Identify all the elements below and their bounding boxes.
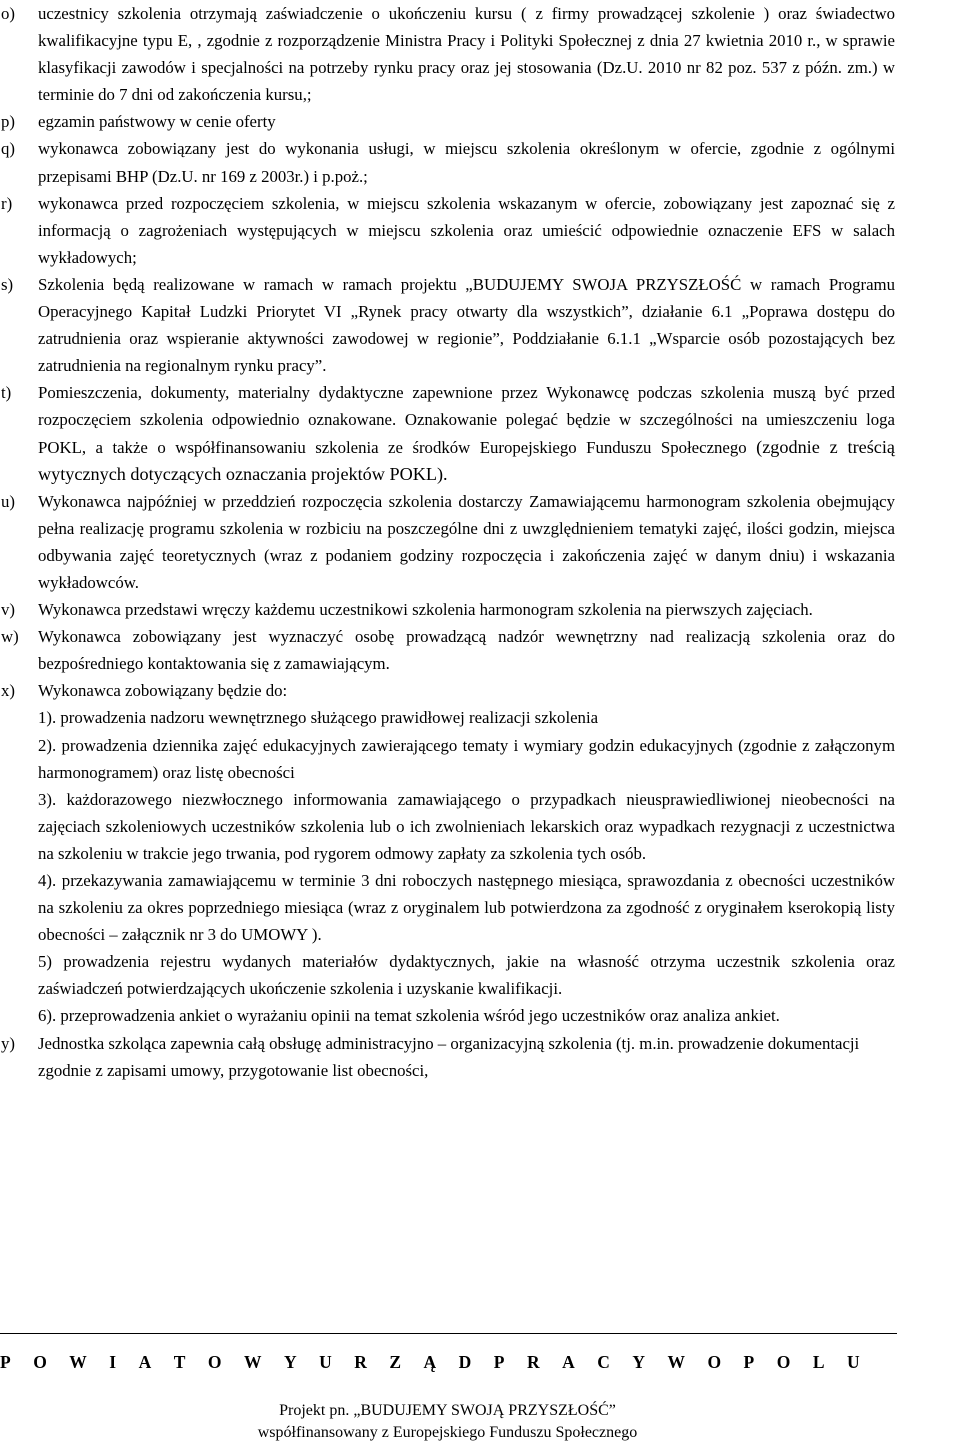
- sub-item: 1). prowadzenia nadzoru wewnętrznego służącego prawidłowej realizacji szkolenia: [38, 708, 599, 728]
- list-item-s: [0, 271, 895, 379]
- office-letter: W: [69, 1352, 87, 1372]
- item-body: [38, 677, 895, 1029]
- list-item-q: [0, 135, 895, 189]
- item-marker: s): [1, 274, 14, 294]
- list-item-x: [0, 677, 895, 1029]
- item-text-guidelines: (zgodnie z treścią wytycznych dotyczących oznaczania projektów POKL).: [38, 436, 895, 484]
- item-marker: v): [1, 600, 15, 620]
- item-text: Pomieszczenia, dokumenty, materialny dydaktyczne zapewnione przez Wykonawcę podczas szkolenia muszą być przed rozpoczęciem szkolenia odpowiednio oznakowane. Oznakowanie polegać będzie w szczególności na umieszczeniu loga POKL, a także o współfinansowaniu szkolenia ze środków Europejskiego Funduszu Społecznego: [38, 383, 895, 457]
- office-letter: C: [597, 1352, 610, 1372]
- office-name-spaced: [0, 1349, 860, 1375]
- office-letter: P: [743, 1352, 755, 1372]
- office-letter: P: [0, 1352, 11, 1372]
- funding-line: współfinansowany z Europejskiego Funduszu Społecznego: [257, 1424, 638, 1441]
- item-text: wykonawca przed rozpoczęciem szkolenia, w miejscu szkolenia wskazanym w ofercie, zobowiązany jest zapoznać się z informacją o zagrożeniach występujących w miejscu szkolenia oraz umieścić odpowiednie oznaczenie EFS w salach wykładowych;: [38, 193, 895, 267]
- sub-item: 2). prowadzenia dziennika zajęć edukacyjnych zawierającego tematy i wymiary godzin edukacyjnych (zgodnie z załączonym harmonogramem) oraz listę obecności: [38, 735, 895, 782]
- item-text: Jednostka szkoląca zapewnia całą obsługę administracyjno – organizacyjną szkolenia (tj. m.in. prowadzenie dokumentacji zgodnie z zapisami umowy, przygotowanie list obecności,: [38, 1033, 860, 1080]
- office-letter: R: [354, 1352, 367, 1372]
- list-item-v: [0, 596, 895, 623]
- office-letter: U: [319, 1352, 332, 1372]
- item-text-container: [38, 379, 895, 487]
- office-letter: D: [458, 1352, 472, 1372]
- office-letter: O: [33, 1352, 47, 1372]
- list-item-t: [0, 379, 895, 487]
- office-letter: Z: [389, 1352, 402, 1372]
- office-letter: P: [493, 1352, 505, 1372]
- item-text: Wykonawca najpóźniej w przeddzień rozpoczęcia szkolenia dostarczy Zamawiającemu harmonogram szkolenia obejmujący pełna realizację programu szkolenia w rozbiciu na poszczególne dni z uwzględnieniem tematyki zajęć, ilości godzin, miejsca odbywania zajęć teoretycznych (wraz z podaniem godziny rozpoczęcia i zakończenia zajęć w danym dniu) i wskazania wykładowców.: [38, 491, 895, 592]
- list-item-r: [0, 190, 895, 271]
- office-letter: I: [109, 1352, 117, 1372]
- sub-item: 3). każdorazowego niezwłocznego informowania zamawiającego o przypadkach nieusprawiedliwionej nieobecności na zajęciach szkoleniowych uczestników szkolenia lub o ich zwolnieniach lekarskich oraz wypadkach rezygnacji z uczestnictwa na szkoleniu w trakcie jego trwania, pod rygorem odmowy zapłaty za szkolenia tych osób.: [38, 789, 895, 863]
- item-marker: y): [1, 1033, 15, 1053]
- office-letter: L: [812, 1352, 825, 1372]
- item-marker: r): [1, 193, 13, 213]
- item-text: uczestnicy szkolenia otrzymają zaświadczenie o ukończeniu kursu ( z firmy prowadzącej szkolenie ) oraz świadectwo kwalifikacyjne typu E, , zgodnie z rozporządzenie Ministra Pracy i Polityki Społecznej z dnia 27 kwietnia 2010 r., w sprawie klasyfikacji zawodów i specjalności na potrzeby rynku pracy oraz jej stosowania (Dz.U. 2010 nr 82 poz. 537 z późn. zm.) w terminie do 7 dni od zakończenia kursu,;: [38, 4, 895, 105]
- office-letter: T: [173, 1352, 186, 1372]
- item-marker: u): [1, 491, 15, 511]
- office-letter: U: [847, 1352, 860, 1372]
- office-letter: Y: [632, 1352, 645, 1372]
- sub-item: 4). przekazywania zamawiającemu w terminie 3 dni roboczych następnego miesiąca, sprawozdania z obecności uczestników na szkoleniu za okres poprzedniego miesiąca (wraz z oryginalem lub potwierdzona za zgodność z oryginałem kserokopią listy obecności – załącznik nr 3 do UMOWY ).: [38, 871, 895, 945]
- office-letter: O: [776, 1352, 791, 1372]
- list-item-y: [0, 1030, 895, 1084]
- list-item-w: [0, 623, 895, 677]
- item-text: egzamin państwowy w cenie oferty: [38, 112, 276, 132]
- item-text: wykonawca zobowiązany jest do wykonania usługi, w miejscu szkolenia określonym w ofercie, zgodnie z ogólnymi przepisami BHP (Dz.U. nr 169 z 2003r.) i p.poż.;: [38, 139, 895, 186]
- office-letter: A: [562, 1352, 575, 1372]
- list-item-p: [0, 108, 895, 135]
- item-text: Wykonawca zobowiązany jest wyznaczyć osobę prowadzącą nadzór wewnętrzny nad realizacją szkolenia oraz do bezpośredniego kontaktowania się z zamawiającym.: [38, 627, 895, 674]
- project-footer: [0, 1400, 895, 1444]
- item-marker: w): [1, 627, 19, 647]
- office-letter: O: [207, 1352, 222, 1372]
- project-name-line: Projekt pn. „BUDUJEMY SWOJĄ PRZYSZŁOŚĆ”: [279, 1402, 616, 1419]
- sub-item: 5) prowadzenia rejestru wydanych materiałów dydaktycznych, jakie na własność otrzyma uczestnik szkolenia oraz zaświadczeń potwierdzających ukończenie szkolenia i uzyskanie kwalifikacji.: [38, 952, 895, 999]
- item-marker: o): [1, 4, 15, 23]
- list-item-u: [0, 488, 895, 596]
- footer-divider: [0, 1333, 897, 1334]
- item-marker: p): [1, 112, 15, 132]
- item-marker: t): [1, 383, 12, 403]
- item-text: Wykonawca przedstawi wręczy każdemu uczestnikowi szkolenia harmonogram szkolenia na pierwszych zajęciach.: [38, 600, 813, 620]
- office-letter: W: [243, 1352, 262, 1372]
- office-letter: Y: [283, 1352, 297, 1372]
- list-item-o: [0, 0, 895, 108]
- item-marker: q): [1, 139, 15, 159]
- office-letter: R: [526, 1352, 540, 1372]
- office-letter: Ą: [423, 1352, 437, 1372]
- item-marker: x): [1, 681, 15, 701]
- office-letter: A: [138, 1352, 152, 1372]
- sub-item: 6). przeprowadzenia ankiet o wyrażaniu opinii na temat szkolenia wśród jego uczestników oraz analiza ankiet.: [38, 1006, 780, 1026]
- item-text: Szkolenia będą realizowane w ramach w ramach projektu „BUDUJEMY SWOJA PRZYSZŁOŚĆ w ramach Programu Operacyjnego Kapitał Ludzki Priorytet VI „Rynek pracy otwarty dla wszystkich”, działanie 6.1 „Poprawa dostępu do zatrudnienia oraz wspieranie aktywności zawodowej w regionie”, Poddziałanie 6.1.1 „Wsparcie osób pozostających bez zatrudnienia na regionalnym rynku pracy”.: [38, 274, 895, 376]
- office-letter: O: [707, 1352, 722, 1372]
- office-letter: W: [667, 1352, 685, 1372]
- item-text: Wykonawca zobowiązany będzie do:: [38, 681, 288, 701]
